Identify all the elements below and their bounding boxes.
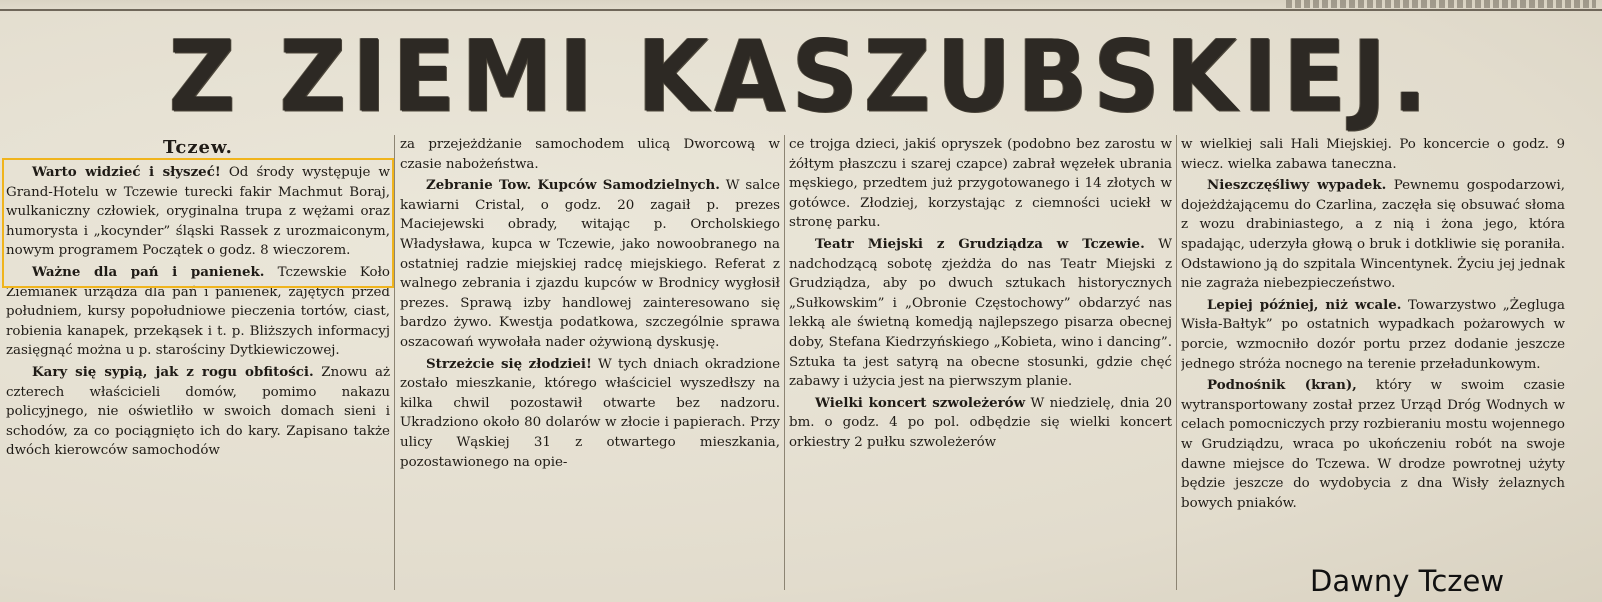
article-lead: Lepiej później, niż wcale.: [1207, 296, 1402, 313]
article-lead: Podnośnik (kran),: [1207, 377, 1357, 394]
top-border: [0, 0, 1602, 11]
article-accident: [1181, 176, 1565, 294]
article-text: Tczewskie Koło Ziemianek urządza dla pań i panienek, zajętych przed południem, kursy popołudniowe pieczenia tortów, ciast, robienia kanapek, przekąsek i t. p. Bliższych informacyj zasięgnąć można u p. starościny Dytkiewiczowej.: [6, 264, 390, 359]
column-divider: [784, 135, 785, 590]
watermark: Dawny Tczew: [1310, 564, 1505, 598]
column-divider: [1176, 135, 1177, 590]
article-lead: Zebranie Tow. Kupców Samodzielnych.: [426, 177, 720, 194]
article-text: który w swoim czasie wytransportowany został przez Urząd Dróg Wodnych w celach pomocniczych przy rozbieraniu mostu wojennego w Grudziądzu, wraca po ukończeniu robót na swoje dawne miejsce do Tczewa. W drodze powrotnej użyty będzie jeszcze do wydobycia z dna Wisły żelaznych bowych pniaków.: [1181, 378, 1565, 511]
article-continuation: w wielkiej sali Hali Miejskiej. Po koncercie o godz. 9 wiecz. wielka zabawa taneczna.: [1181, 137, 1565, 172]
article-fines: [6, 363, 390, 461]
article-text: W nadchodzącą sobotę zjeżdża do nas Teatr Miejski z Grudziądza, aby po dwuch sztukach historycznych „Sułkowskim” i „Obronie Częstochowy” obdarzyć nas lekką ale świetną komedją najlepszego pisarza obecnej doby, Stefana Kiedrzyńskiego „Kobieta, wino i dancing”. Sztuka ta jest satyrą na obecne stosunki, gdzie chęć zabawy i użycia jest na pierwszym planie.: [789, 236, 1172, 390]
article-lead: Teatr Miejski z Grudziądza w Tczewie.: [815, 235, 1145, 252]
section-title: Tczew.: [163, 137, 233, 158]
article-lead: Wielki koncert szwoleżerów: [815, 394, 1026, 411]
headline: Z ZIEMI KASZUBSKIEJ.: [168, 18, 1434, 135]
article-text: W tych dniach okradzione zostało mieszkanie, którego właściciel wyszedłszy na kilka chwil pozostawił otwarte bez nadzoru. Ukradziono około 80 dolarów w złocie i papierach. Przy ulicy Wąskiej 31 z otwartego mieszkania, pozostawionego na opie-: [400, 356, 780, 470]
article-text: Znowu aż czterech właścicieli domów, pomimo nakazu policyjnego, nie oświetliło w swoich domach sieni i schodów, za co pociągnięto ich do kary. Zapisano także dwóch kierowców samochodów: [6, 364, 390, 459]
article-merchants: [400, 176, 780, 352]
article-lead: Kary się sypią, jak z rogu obfitości.: [32, 363, 314, 380]
article-thieves: [400, 355, 780, 473]
article-theatre: [789, 235, 1172, 392]
article-text: Od środy występuje w Grand-Hotelu w Tczewie turecki fakir Machmut Boraj, wulkaniczny człowiek, oryginalna trupa z wężami oraz humorysta i „kocynder” śląski Rassek z urozmaiconym, nowym programem Początek o godz. 8 wieczorem.: [6, 165, 390, 259]
column-2: [400, 135, 780, 600]
article-shipping: [1181, 296, 1565, 374]
article-continuation: za przejeżdżanie samochodem ulicą Dworcową w czasie nabożeństwa.: [400, 137, 780, 172]
cropped-text-fragment: [1286, 0, 1596, 8]
article-concert: [789, 394, 1172, 453]
article-lead: Warto widzieć i słyszeć!: [32, 164, 221, 180]
article-text: W salce kawiarni Cristal, o godz. 20 zagaił p. prezes Maciejewski obrady, witając p. Orcholskiego Władysława, kupca w Tczewie, jako nowoobranego na ostatniej radzie miejskiej radcę miejskiego. Referat z walnego zebrania i zjazdu kupców w Brodnicy wygłosił prezes. Sprawą izby handlowej zainteresowano się bardzo żywo. Kwestja podatkowa, szczególnie sprawa oszacowań wywołała nader ożywioną dyskusję.: [400, 178, 780, 350]
article-continuation: ce trojga dzieci, jakiś opryszek (podobno bez zarostu w żółtym płaszczu i szarej czapce) zabrał węzełek ubrania męskiego, przedtem już przygotowanego i 14 złotych w gotówce. Złodziej, korzystając z ciemności uciekł w stronę parku.: [789, 137, 1172, 231]
column-divider: [394, 135, 395, 590]
article-lead: Nieszczęśliwy wypadek.: [1207, 177, 1387, 194]
highlight-box: [2, 158, 394, 288]
article-text: W niedzielę, dnia 20 bm. o godz. 4 po pol. odbędzie się wielki koncert orkiestry 2 pułku szwoleżerów: [789, 395, 1172, 450]
column-4: [1181, 135, 1565, 600]
column-3: [789, 135, 1172, 600]
article-lead: Ważne dla pań i panienek.: [32, 263, 265, 280]
article-text: Pewnemu gospodarzowi, dojeżdżającemu do Czarlina, zaczęła się obsuwać słoma z wozu drabiniastego, a z nią i żona jego, która spadając, uderzyła głową o bruk i dotkliwie się poraniła. Odstawiono ją do szpitala Wincentynek. Życiu jej jednak nie zagraża niebezpieczeństwo.: [1181, 178, 1565, 292]
article-lead: Strzeżcie się złodziei!: [426, 355, 592, 372]
article-text: Towarzystwo „Żegluga Wisła-Bałtyk” po ostatnich wypadkach pożarowych w porcie, wzmocniło dozór portu przez dodanie jeszcze jednego stróża nocnego na terenie przeładunkowym.: [1181, 297, 1565, 372]
article-crane: [1181, 376, 1565, 513]
